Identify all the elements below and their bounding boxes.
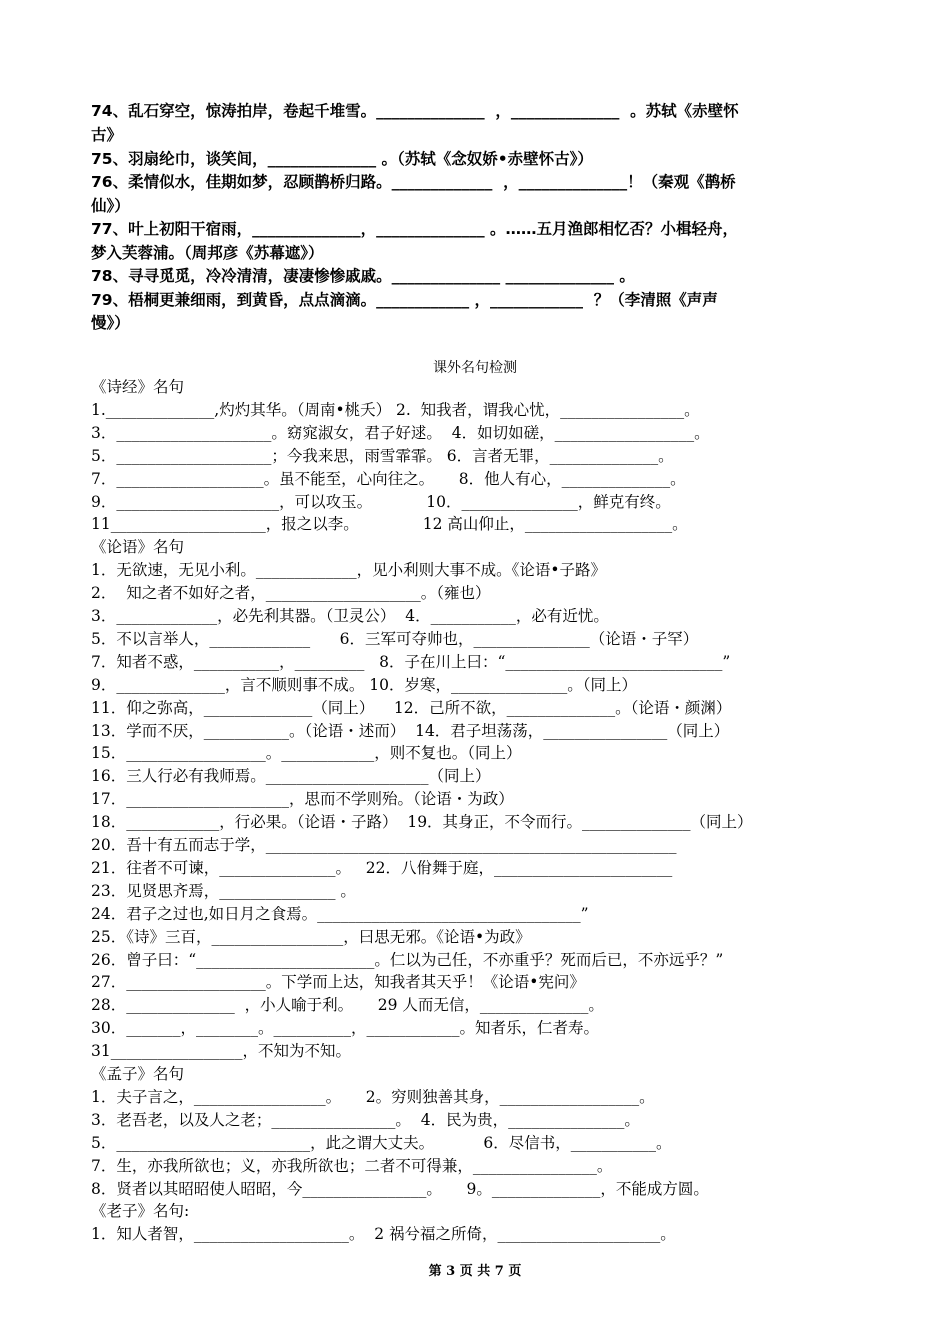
quiz-line: 3．老吾老，以及人之老；________________。 4．民为贵，_______________。 bbox=[91, 1111, 640, 1129]
quiz-line: 30．_______，________。__________，____________。知者乐，仁者寿。 bbox=[91, 1019, 599, 1037]
quiz-line: 5．_________________________，此之谓大丈夫。 6．尽信书，___________。 bbox=[91, 1134, 672, 1152]
quiz-line: 9．_____________________，可以攻玉。 10．_______________，鲜克有终。 bbox=[91, 493, 671, 511]
section-title: 课外名句检测 bbox=[433, 360, 517, 376]
quiz-line: 《老子》名句: bbox=[91, 1202, 190, 1220]
quiz-line: 28．______________ ，小人喻于利。 29 人而无信，______________。 bbox=[91, 996, 604, 1014]
quiz-line: 20．吾十有五而志于学，_____________________________________________________ bbox=[91, 836, 677, 854]
quiz-line: 3．_____________，必先利其器。（卫灵公） 4．___________，必有近忧。 bbox=[91, 607, 609, 625]
top-line: 仙》） bbox=[91, 197, 130, 215]
quiz-line: 11____________________，报之以李。 12 高山仰止，___________________。 bbox=[91, 515, 688, 533]
quiz-line: 15．__________________。____________，则不复也。（同上） bbox=[91, 744, 522, 762]
quiz-line: 7．___________________。虽不能至，心向往之。 8．他人有心，______________。 bbox=[91, 470, 686, 488]
quiz-line: 1.______________,灼灼其华。（周南•桃夭） 2. 知我者，谓我心忧，________________。 bbox=[91, 401, 700, 419]
quiz-line: 7．生，亦我所欲也；义，亦我所欲也；二者不可得兼，________________。 bbox=[91, 1157, 613, 1175]
quiz-line: 25．《诗》三百，_________________，曰思无邪。《论语•为政》 bbox=[91, 928, 531, 946]
top-line: 75、羽扇纶巾，谈笑间，______________ 。（苏轼《念奴娇•赤壁怀古》） bbox=[91, 150, 593, 168]
page-footer: 第 3 页 共 7 页 bbox=[428, 1264, 522, 1279]
quiz-line: 5．____________________；今我来思，雨雪霏霏。 6．言者无罪，______________。 bbox=[91, 447, 674, 465]
quiz-line: 21．往者不可谏，_______________。 22．八佾舞于庭，_______________________ bbox=[91, 859, 673, 877]
quiz-line: 11．仰之弥高，______________（同上） 12．己所不欲，______________。（论语・颜渊） bbox=[91, 699, 732, 717]
top-line: 慢》） bbox=[91, 314, 130, 332]
quiz-line: 1．夫子言之，_________________。 2。穷则独善其身，__________________。 bbox=[91, 1088, 655, 1106]
quiz-line: 24．君子之过也,如日月之食焉。__________________________________” bbox=[91, 905, 589, 923]
quiz-line: 31_________________，不知为不知。 bbox=[91, 1042, 351, 1060]
top-line: 79、梧桐更兼细雨，到黄昏，点点滴滴。____________ ，____________ ？（李清照《声声 bbox=[91, 291, 718, 309]
quiz-line: 27．__________________。下学而上达，知我者其天乎！《论语•宪问》 bbox=[91, 973, 585, 991]
quiz-line: 5．不以言举人，_____________ 6．三军可夺帅也，_______________（论语・子罕） bbox=[91, 630, 699, 648]
top-line: 78、寻寻觅觅，冷冷清清，凄凄惨惨戚戚。______________ ______________ 。 bbox=[91, 267, 635, 285]
quiz-line: 16．三人行必有我师焉。_____________________（同上） bbox=[91, 767, 491, 785]
top-line: 古》 bbox=[91, 126, 123, 144]
quiz-line: 2． 知之者不如好之者，____________________。（雍也） bbox=[91, 584, 491, 602]
top-line: 74、乱石穿空，惊涛拍岸，卷起千堆雪。______________ ，______________ 。苏轼《赤壁怀 bbox=[91, 102, 739, 120]
quiz-line: 13．学而不厌，___________。（论语・述而） 14．君子坦荡荡，________________（同上） bbox=[91, 722, 730, 740]
quiz-line: 1．知人者智，____________________。 2 祸兮福之所倚，_____________________。 bbox=[91, 1225, 676, 1243]
quiz-line: 1．无欲速，无见小利。_____________，见小利则大事不成。《论语•子路》 bbox=[91, 561, 607, 579]
quiz-line: 《孟子》名句 bbox=[91, 1065, 185, 1083]
quiz-line: 7．知者不惑，___________，_________ 8．子在川上曰：“____________________________” bbox=[91, 653, 731, 671]
quiz-line: 23．见贤思齐焉，_______________ 。 bbox=[91, 882, 356, 900]
quiz-line: 9．______________，言不顺则事不成。 10．岁寒，_______________。（同上） bbox=[91, 676, 638, 694]
quiz-line: 26．曾子曰：“_______________________。仁以为己任，不亦重乎？死而后已，不亦远乎？” bbox=[91, 951, 724, 969]
quiz-line: 3．____________________。窈窕淑女，君子好逑。 4．如切如磋，__________________。 bbox=[91, 424, 710, 442]
quiz-line: 17．_____________________，思而不学则殆。（论语・为政） bbox=[91, 790, 514, 808]
quiz-line: 《论语》名句 bbox=[91, 538, 185, 556]
quiz-line: 18．____________，行必果。（论语・子路） 19．其身正，不令而行。______________（同上） bbox=[91, 813, 753, 831]
top-line: 76、柔情似水，佳期如梦，忍顾鹊桥归路。_____________ ，______________！（秦观《鹊桥 bbox=[91, 173, 736, 191]
quiz-line: 《诗经》名句 bbox=[91, 378, 185, 396]
top-line: 77、叶上初阳干宿雨，______________，______________ 。……五月渔郎相忆否？小楫轻舟， bbox=[91, 220, 738, 238]
top-line: 梦入芙蓉浦。（周邦彦《苏幕遮》） bbox=[91, 244, 324, 262]
quiz-line: 8．贤者以其昭昭使人昭昭，今________________。 9。______________，不能成方圆。 bbox=[91, 1180, 709, 1198]
